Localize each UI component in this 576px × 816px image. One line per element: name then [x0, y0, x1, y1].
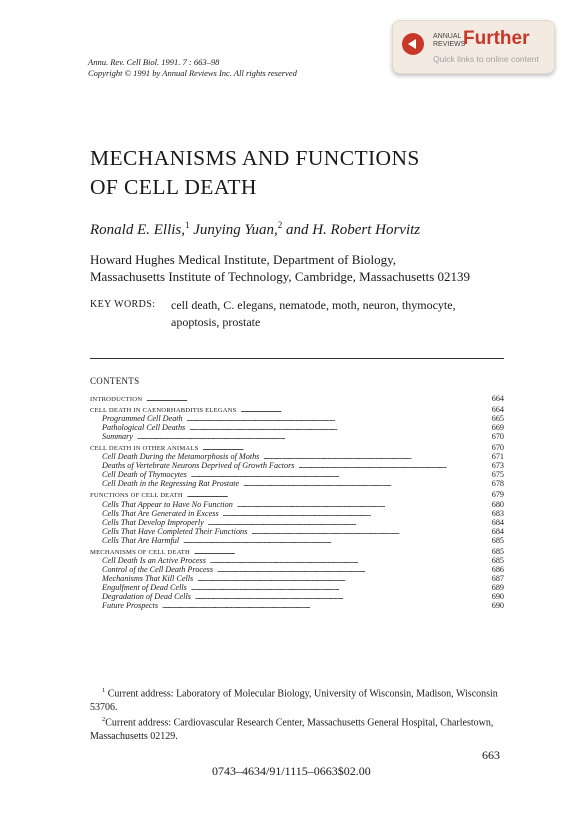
toc-section-row [90, 443, 504, 452]
toc-subsection-row [90, 461, 504, 470]
toc-entry-title: CELL DEATH IN OTHER ANIMALS [90, 445, 199, 453]
toc-entry-title: Control of the Cell Death Process [102, 564, 214, 574]
toc-entry-page: 685 [491, 535, 504, 545]
badge-further-label: Further [463, 28, 530, 49]
toc-entry-title: Pathological Cell Deaths [102, 423, 186, 433]
toc-entry-title: Cells That Are Generated in Excess [102, 508, 219, 518]
toc-entry-page: 680 [491, 499, 504, 509]
toc-subsection-row [90, 518, 504, 527]
affiliation [90, 251, 470, 285]
footnote-marker: 1 [185, 220, 190, 230]
toc-leader-dots [208, 518, 478, 527]
toc-subsection-row [90, 509, 504, 518]
toc-section-row [90, 490, 504, 499]
toc-entry-title: Cell Death During the Metamorphosis of Moths [102, 452, 260, 462]
toc-entry-page: 684 [491, 526, 504, 536]
toc-leader-dots [187, 414, 478, 423]
toc-entry-title: Cell Death in the Regressing Rat Prostate [102, 479, 240, 489]
toc-entry-page: 671 [491, 452, 504, 462]
contents-heading: CONTENTS [90, 376, 140, 386]
table-of-contents [90, 394, 504, 610]
toc-subsection-row [90, 592, 504, 601]
toc-entry-page: 669 [491, 423, 504, 433]
toc-leader-dots [223, 509, 478, 518]
title-line-2: OF CELL DEATH [90, 175, 257, 199]
toc-subsection-row [90, 556, 504, 565]
toc-entry-page: 690 [491, 591, 504, 601]
toc-entry-title: INTRODUCTION [90, 396, 143, 403]
badge-brand-top: ANNUAL [433, 33, 462, 40]
toc-section-row [90, 394, 504, 403]
toc-subsection-row [90, 536, 504, 545]
article-code: 0743–4634/91/1115–0663$02.00 [212, 764, 371, 778]
toc-entry-page: 689 [491, 582, 504, 592]
toc-entry-title: Cells That Develop Improperly [102, 517, 204, 527]
toc-entry-title: Engulfment of Dead Cells [102, 582, 187, 592]
toc-entry-title: Cells That Have Completed Their Functions [102, 526, 248, 536]
footnote-1-marker: 1 [102, 687, 106, 694]
toc-leader-dots [263, 452, 478, 461]
toc-leader-dots [189, 423, 478, 432]
footnote-2-text: Current address: Cardiovascular Research Center, Massachusetts General Hospital, Charlestown, Massachusetts 02129. [90, 717, 494, 743]
toc-leader-dots [237, 500, 478, 509]
toc-entry-page: 683 [491, 508, 504, 518]
toc-entry-page: 670 [491, 432, 504, 442]
copyright-line: Copyright © 1991 by Annual Reviews Inc. All rights reserved [88, 68, 297, 78]
toc-subsection-row [90, 452, 504, 461]
toc-entry-page: 664 [491, 394, 504, 403]
toc-entry-title: Degradation of Dead Cells [102, 591, 191, 601]
footnote-2 [90, 713, 504, 744]
toc-subsection-row [90, 470, 504, 479]
toc-section-row [90, 547, 504, 556]
toc-leader-dots [298, 461, 478, 470]
toc-entry-page: 686 [491, 564, 504, 574]
annual-reviews-logo-icon [402, 33, 424, 55]
journal-citation: Annu. Rev. Cell Biol. 1991. 7 : 663–98 [88, 57, 220, 67]
toc-entry-page: 673 [491, 461, 504, 471]
toc-entry-title: Programmed Cell Death [102, 414, 183, 424]
author-name: and H. Robert Horvitz [282, 222, 421, 238]
toc-entry-page: 684 [491, 517, 504, 527]
toc-subsection-row [90, 414, 504, 423]
toc-entry-page: 670 [491, 443, 504, 453]
toc-subsection-row [90, 583, 504, 592]
toc-subsection-row [90, 479, 504, 488]
toc-entry-title: Deaths of Vertebrate Neurons Deprived of Growth Factors [102, 461, 295, 471]
toc-leader-dots [217, 565, 478, 574]
page-number: 663 [482, 748, 500, 762]
toc-subsection-row [90, 565, 504, 574]
badge-brand-bottom: REVIEWS [433, 40, 466, 48]
toc-subsection-row [90, 500, 504, 509]
toc-entry-title: FUNCTIONS OF CELL DEATH [90, 492, 183, 500]
keywords-list: cell death, C. elegans, nematode, moth, neuron, thymocyte, apoptosis, prostate [171, 298, 456, 329]
toc-entry-page: 678 [491, 479, 504, 489]
toc-leader-dots [195, 592, 478, 601]
badge-subtitle: Quick links to online content [433, 54, 539, 64]
toc-entry-title: Cells That Appear to Have No Function [102, 499, 233, 509]
toc-section-row [90, 405, 504, 414]
toc-entry-page: 675 [491, 470, 504, 480]
toc-entry-page: 664 [491, 405, 504, 415]
toc-subsection-row [90, 601, 504, 610]
toc-leader-dots [243, 479, 478, 488]
toc-leader-dots [191, 470, 478, 479]
toc-entry-page: 685 [491, 555, 504, 565]
footnote-2-marker: 2 [102, 716, 106, 723]
footnote-marker: 2 [277, 220, 283, 230]
toc-entry-title: Mechanisms That Kill Cells [102, 573, 194, 583]
toc-leader-dots [251, 527, 478, 536]
toc-entry-page: 685 [491, 546, 504, 556]
toc-entry-page: 690 [491, 601, 504, 611]
toc-entry-page: 679 [491, 490, 504, 500]
toc-subsection-row [90, 423, 504, 432]
article-title [90, 144, 420, 202]
toc-leader-dots [146, 395, 478, 404]
divider [90, 358, 504, 359]
keywords-label: KEY WORDS: [90, 299, 156, 310]
toc-entry-page: 665 [491, 414, 504, 424]
toc-entry-title: Cell Death Is an Active Process [102, 555, 206, 565]
toc-leader-dots [210, 556, 478, 565]
toc-leader-dots [162, 601, 478, 610]
toc-entry-title: Cell Death of Thymocytes [102, 470, 187, 480]
toc-subsection-row [90, 574, 504, 583]
affiliation-line-2: Massachusetts Institute of Technology, Cambridge, Massachusetts 02139 [90, 269, 471, 284]
title-line-1: MECHANISMS AND FUNCTIONS [90, 146, 420, 170]
toc-leader-dots [197, 574, 478, 583]
toc-entry-page: 687 [491, 573, 504, 583]
toc-entry-title: Cells That Are Harmful [102, 535, 180, 545]
badge-brand [433, 33, 465, 48]
footnote-1-text: Current address: Laboratory of Molecular Biology, University of Wisconsin, Madison, Wisconsin 53706. [90, 688, 498, 714]
toc-entry-title: Summary [102, 432, 133, 442]
toc-entry-title: Future Prospects [102, 601, 159, 611]
author-name: Ronald E. Ellis, [90, 222, 185, 238]
toc-subsection-row [90, 432, 504, 441]
journal-header [88, 57, 297, 79]
toc-leader-dots [183, 536, 478, 545]
affiliation-line-1: Howard Hughes Medical Institute, Department of Biology, [90, 252, 397, 267]
toc-subsection-row [90, 527, 504, 536]
toc-leader-dots [191, 583, 478, 592]
author-name: Junying Yuan, [189, 222, 278, 238]
author-list [90, 220, 420, 239]
footnote-1 [90, 684, 504, 715]
further-links-badge[interactable] [392, 20, 555, 74]
toc-leader-dots [137, 432, 478, 441]
toc-entry-title: CELL DEATH IN CAENORHABDITIS ELEGANS [90, 407, 237, 415]
toc-entry-title: MECHANISMS OF CELL DEATH [90, 548, 190, 556]
